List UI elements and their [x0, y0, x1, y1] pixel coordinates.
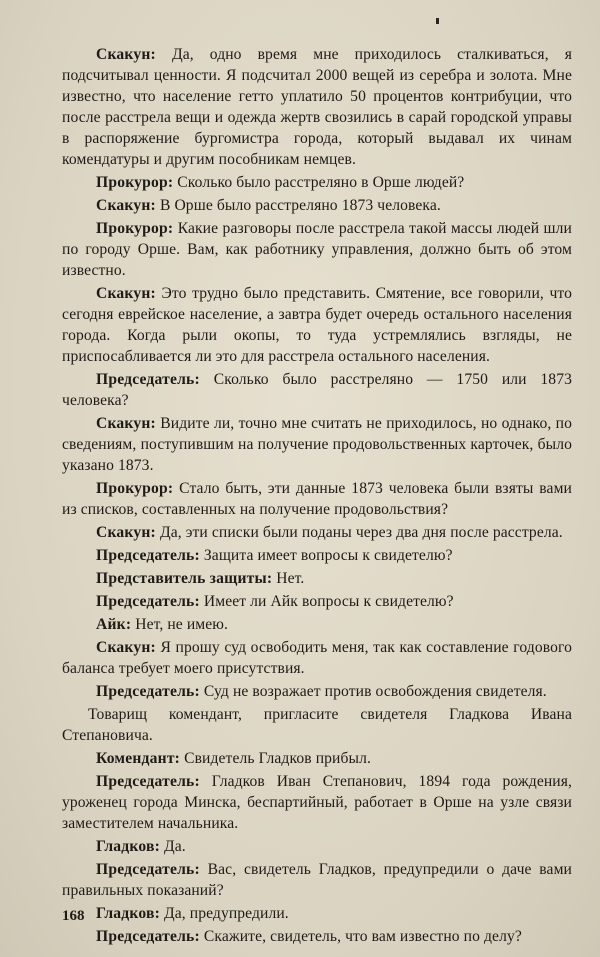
paragraph-3	[62, 195, 572, 216]
paragraph-text: Защита имеет вопросы к свидетелю?	[199, 547, 453, 564]
paragraph-7	[62, 413, 572, 476]
paragraph-text: Сколько было расстреляно — 1750 или 1873 человека?	[62, 371, 572, 409]
paragraph-15	[62, 681, 572, 702]
paragraph-text: Товарищ комендант, пригласите свидетеля Гладкова Ивана Степановича.	[62, 706, 572, 744]
paragraph-text: Да, предупредили.	[160, 905, 289, 922]
speaker-label: Прокурор:	[96, 480, 174, 497]
paragraph-text: Какие разговоры после расстрела такой массы людей шли по городу Орше. Вам, как работнику управления, должно быть об этом известно.	[62, 220, 572, 279]
speaker-label: Скакун:	[96, 524, 156, 541]
paragraph-20	[62, 859, 572, 901]
paragraph-text: Да.	[160, 838, 186, 855]
paragraph-text: Стало быть, эти данные 1873 человека были взяты вами из списков, составленных на получение продовольствия?	[62, 480, 572, 518]
paragraph-text: Сколько было расстреляно в Орше людей?	[173, 174, 465, 191]
paragraph-11	[62, 568, 572, 589]
speaker-label: Скакун:	[96, 46, 156, 63]
paragraph-17	[62, 748, 572, 769]
paragraph-text: Нет, не имею.	[131, 616, 229, 633]
paragraph-2	[62, 172, 572, 193]
speaker-label: Гладков:	[96, 905, 160, 922]
paragraph-18	[62, 771, 572, 834]
speaker-label: Скакун:	[96, 415, 156, 432]
paragraph-16	[62, 704, 572, 746]
ink-mark	[436, 18, 439, 24]
speaker-label: Гладков:	[96, 838, 160, 855]
paragraph-9	[62, 522, 572, 543]
paragraph-21	[62, 903, 572, 924]
paragraph-text: Да, эти списки были поданы через два дня после расстрела.	[155, 524, 563, 541]
transcript-body	[62, 44, 572, 947]
paragraph-10	[62, 545, 572, 566]
paragraph-text: Видите ли, точно мне считать не приходилось, но однако, по сведениям, поступившим на получение продовольственных карточек, было указано 1873.	[62, 415, 572, 474]
speaker-label: Скакун:	[96, 285, 156, 302]
paragraph-12	[62, 591, 572, 612]
speaker-label: Комендант:	[96, 750, 181, 767]
speaker-label: Председатель:	[96, 861, 200, 878]
paragraph-text: Это трудно было представить. Смятение, все говорили, что сегодня еврейское население, а завтра будет очередь остального населения города. Когда рыли окопы, то туда устремлялись взгляды, не приспосабливается ли это для расстрела остального населения.	[62, 285, 572, 365]
speaker-label: Председатель:	[96, 371, 200, 388]
paragraph-4	[62, 218, 572, 281]
speaker-label: Скакун:	[96, 197, 156, 214]
speaker-label: Прокурор:	[96, 220, 174, 237]
paragraph-8	[62, 478, 572, 520]
paragraph-text: Имеет ли Айк вопросы к свидетелю?	[199, 593, 454, 610]
paragraph-13	[62, 614, 572, 635]
paragraph-1	[62, 44, 572, 170]
paragraph-text: Гладков Иван Степанович, 1894 года рождения, уроженец города Минска, беспартийный, работает в Орше на узле связи заместителем начальника.	[62, 773, 572, 832]
page-number: 168	[62, 908, 85, 924]
paragraph-14	[62, 637, 572, 679]
speaker-label: Прокурор:	[96, 174, 174, 191]
paragraph-5	[62, 283, 572, 367]
speaker-label: Скакун:	[96, 639, 156, 656]
paragraph-22	[62, 926, 572, 947]
paragraph-19	[62, 836, 572, 857]
paragraph-text: Свидетель Гладков прибыл.	[180, 750, 371, 767]
speaker-label: Представитель защиты:	[96, 570, 273, 587]
paragraph-text: Скажите, свидетель, что вам известно по делу?	[199, 928, 522, 945]
paragraph-text: Вас, свидетель Гладков, предупредили о даче вами правильных показаний?	[62, 861, 572, 899]
paragraph-6	[62, 369, 572, 411]
paragraph-text: Нет.	[272, 570, 305, 587]
paragraph-text: Да, одно время мне приходилось сталкиваться, я подсчитывал ценности. Я подсчитал 2000 вещей из серебра и золота. Мне известно, что население гетто уплатило 50 процентов контрибуции, что после расстрела вещи и одежда жертв свозились в сарай городской управы в распоряжение бургомистра города, который выдавал их чинам комендатуры и другим пособникам немцев.	[62, 46, 572, 168]
speaker-label: Председатель:	[96, 593, 200, 610]
speaker-label: Председатель:	[96, 928, 200, 945]
speaker-label: Председатель:	[96, 547, 200, 564]
speaker-label: Председатель:	[96, 683, 200, 700]
paragraph-text: Суд не возражает против освобождения свидетеля.	[199, 683, 547, 700]
paragraph-text: В Орше было расстреляно 1873 человека.	[155, 197, 441, 214]
speaker-label: Председатель:	[96, 773, 200, 790]
paragraph-text: Я прошу суд освободить меня, так как составление годового баланса требует моего присутствия.	[62, 639, 572, 677]
speaker-label: Айк:	[96, 616, 132, 633]
